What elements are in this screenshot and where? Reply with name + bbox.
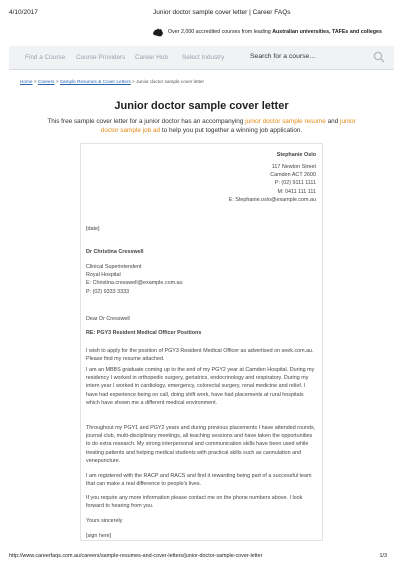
page-number: 1/3 <box>379 553 387 559</box>
intro-text-3: to help you put together a winning job application. <box>160 127 303 134</box>
breadcrumb-current: Junior doctor sample cover letter <box>136 79 205 84</box>
tagline-highlight: Australian universities, TAFEs and colleges <box>272 29 382 35</box>
letter-date: [date] <box>86 226 100 232</box>
breadcrumb-sample-resumes[interactable]: Sample Resumes & Cover Letters <box>59 79 131 84</box>
cover-letter <box>80 143 323 541</box>
nav-select-industry[interactable]: Select Industry <box>182 54 225 61</box>
page-url: http://www.careerfaqs.com.au/careers/sample-resumes-and-cover-letters/junior-doctor-sample-cover-letter <box>9 553 263 559</box>
link-sample-job-ad[interactable]: junior doctor sample job ad <box>100 118 356 134</box>
recipient-details <box>86 263 318 296</box>
print-date: 4/10/2017 <box>9 9 38 16</box>
salutation: Dear Dr Cresswell <box>86 316 130 322</box>
letter-closing: Yours sincerely <box>86 518 123 524</box>
nav-career-hub[interactable]: Career Hub <box>135 54 169 61</box>
sender-line: M: 0411 111 111 <box>277 188 316 195</box>
letter-paragraph: I am registered with the RACP and RACS and find it rewarding being part of a successful team that can make a real difference to people's lives. <box>86 473 312 488</box>
print-header <box>0 9 403 17</box>
intro-text <box>40 117 363 135</box>
australia-map-icon <box>152 28 164 37</box>
letter-subject: RE: PGY3 Resident Medical Officer Positions <box>86 330 202 336</box>
link-sample-resume[interactable]: junior doctor sample resume <box>245 118 326 125</box>
letter-paragraph: I wish to apply for the position of PGY3 Resident Medical Officer as advertised on seek.com.au. Please find my resume attached. <box>86 348 314 363</box>
recipient-name: Dr Christina Cresswell <box>86 249 144 255</box>
letter-paragraph: If you require any more information please contact me on the phone numbers above. I look forward to hearing from you. <box>86 495 303 510</box>
print-footer <box>0 553 403 561</box>
sender-address <box>229 163 316 204</box>
tagline-text: Over 2,000 accredited courses from leading <box>168 29 273 35</box>
recipient-line: Royal Hospital <box>86 272 121 279</box>
print-title: Junior doctor sample cover letter | Career FAQs <box>153 9 291 16</box>
search-icon[interactable] <box>373 51 385 63</box>
tagline <box>168 29 382 35</box>
main-nav <box>9 46 394 70</box>
nav-course-providers[interactable]: Course Providers <box>76 54 126 61</box>
top-bar <box>0 24 403 40</box>
recipient-line: Clinical Superintendent <box>86 264 142 270</box>
sender-name: Stephanie Oslo <box>276 152 316 158</box>
breadcrumb-separator: > <box>32 79 38 84</box>
recipient-line: E: Christina.cresswell@example.com.au <box>86 280 183 287</box>
breadcrumb-home[interactable]: Home <box>20 79 33 84</box>
breadcrumb-separator: > <box>130 79 137 84</box>
sender-line: E: Stephanie.oslo@example.com.au <box>228 196 316 203</box>
recipient-line: P: (02) 9333 3333 <box>86 288 130 295</box>
sender-line: Camden ACT 2600 <box>270 172 316 179</box>
breadcrumb-separator: > <box>54 79 60 84</box>
intro-text-2: and <box>325 118 341 125</box>
sender-line: P: (02) 9111 1111 <box>274 180 316 187</box>
letter-paragraph: I am an MBBS graduate coming up to the end of my PGY2 year at Camden Hospital. During my residency I worked in orthopedic surgery, geriatrics, endocrinology and respiratory. During my intern year I worked in cardiology, emergency, colorectal surgery, renal medicine and relief. I have had experience being on call, doing shift work, have had placements at rural hospitals which have shown me a different medical environment. <box>86 367 315 406</box>
intro-text-1: This free sample cover letter for a junior doctor has an accompanying <box>47 118 246 125</box>
search-input[interactable]: Search for a course... <box>250 53 315 60</box>
nav-find-a-course[interactable]: Find a Course <box>25 54 66 61</box>
page-title: Junior doctor sample cover letter <box>114 100 289 112</box>
breadcrumb-careers[interactable]: Careers <box>37 79 55 84</box>
letter-paragraph: Throughout my PGY1 and PGY2 years and during previous placements I have attended rounds, journal club, multi-disciplinary meetings, all teaching sessions and have taken the opportunities to do extra research. My strong interpersonal and communication skills have been used while treating patients and helping medical students with practical skills such as cannulation and venepuncture. <box>86 425 316 464</box>
breadcrumb <box>20 79 204 84</box>
signature-placeholder: [sign here] <box>86 533 112 539</box>
sender-line: 117 Newton Street <box>271 164 316 170</box>
